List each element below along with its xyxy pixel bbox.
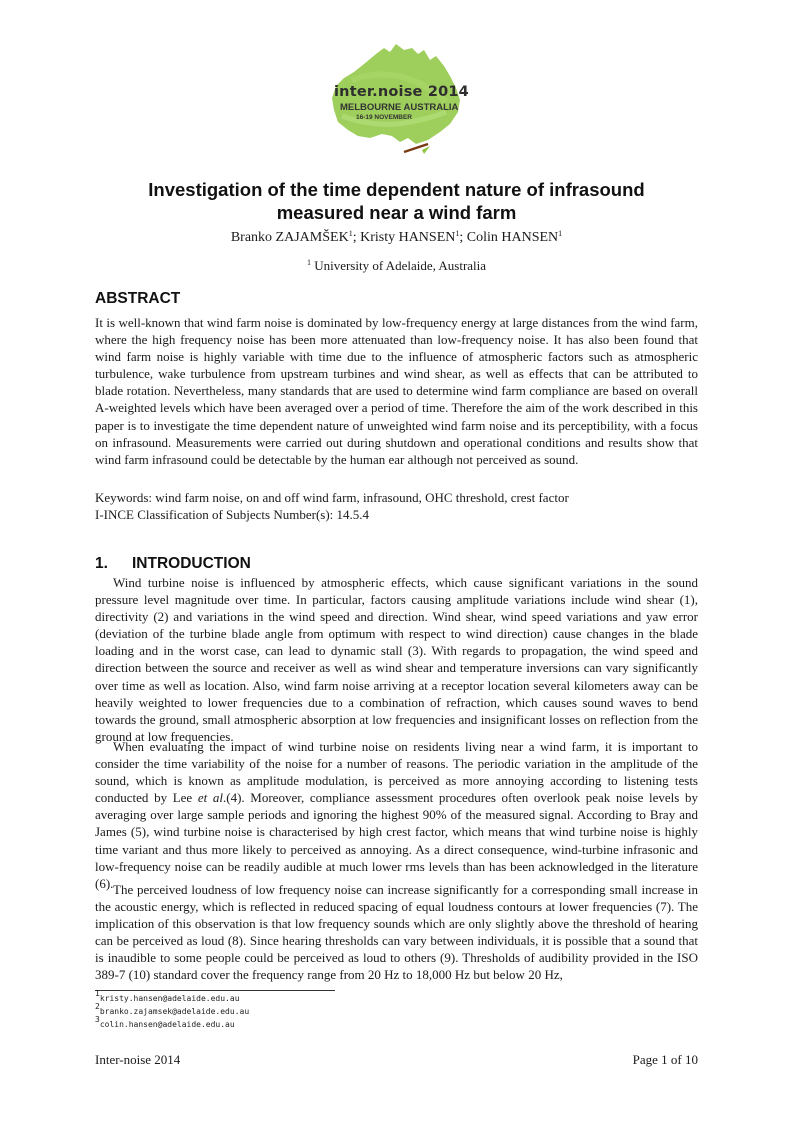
- footnote-text: kristy.hansen@adelaide.edu.au: [99, 994, 240, 1003]
- footer-page-number: Page 1 of 10: [632, 1052, 698, 1067]
- intro-paragraph-2-part-b: .(4). Moreover, compliance assessment procedures often overlook peak noise levels by averaging over large sample periods and ignoring the highest 90% of the measured signal. According to Bray and James (5), wind turbine noise is characterised by high crest factor, which means that wind turbine noise is highly time variant and thus more likely to perceived as annoying. As a direct consequence, wind-turbine infrasonic and low-frequency noise can be readily audible at much lower rms levels than has been acknowledged in the literature (6).: [95, 790, 698, 891]
- paper-title-line-2: measured near a wind farm: [276, 202, 517, 223]
- logo-title: inter.noise 2014: [334, 84, 469, 100]
- footnote-text: colin.hansen@adelaide.edu.au: [99, 1020, 235, 1029]
- abstract-text: It is well-known that wind farm noise is dominated by low-frequency energy at large distances from the wind farm, where the high frequency noise has been more attenuated than low-frequency noise. It has also been found that wind farm noise is highly variable with time due to the influence of atmospheric factors such as atmospheric turbulence, wake turbulence from upstream turbines and wind shear, as well as effects that can be attributed to blade rotation. Nevertheless, many standards that are used to determine wind farm compliance are based on overall A-weighted levels which have been averaged over a period of time. Therefore the aim of the work described in this paper is to investigate the time dependent nature of unweighted wind farm noise and its perceptibility, with a focus on infrasound. Measurements were carried out during shutdown and operational conditions and results show that wind farm infrasound could be detectable by the human ear although not perceived as sound.: [95, 315, 698, 467]
- footnote-email: [95, 1002, 250, 1017]
- author-name: Kristy HANSEN: [360, 230, 456, 245]
- conference-logo: [318, 40, 478, 170]
- intro-paragraph-3: The perceived loudness of low frequency noise can increase significantly for a corresponding small increase in the acoustic energy, which is reflected in reduced spacing of equal loudness contours at lower frequencies (7). The implication of this observation is that low frequency sounds which are only slightly above the threshold of hearing can be perceived as loud (8). Since hearing thresholds can vary between individuals, it is possible that a sound that is inaudible to some people could be perceived as loud to others (9). Thresholds of audibility provided in the ISO 389-7 (10) standard cover the frequency range from 20 Hz to 18,000 Hz but below 20 Hz,: [95, 882, 698, 983]
- author-name: Colin HANSEN: [466, 230, 559, 245]
- footnote-email: [95, 989, 240, 1004]
- intro-paragraph-2: [95, 738, 698, 892]
- author-name: Branko ZAJAMŠEK: [230, 230, 349, 245]
- section-heading-introduction: [95, 555, 251, 573]
- author-separator: ;: [459, 230, 467, 245]
- footnote-text: branko.zajamsek@adelaide.edu.au: [99, 1007, 250, 1016]
- footnote-mark: 3: [95, 1015, 100, 1024]
- footnote-divider: [95, 990, 335, 991]
- intro-paragraph-2-emphasis: et al: [197, 790, 223, 806]
- classification: I-INCE Classification of Subjects Number(s): 14.5.4: [95, 507, 370, 522]
- footnote-mark: 1: [95, 989, 100, 998]
- author-separator: ;: [352, 230, 361, 245]
- footnote-mark: 2: [95, 1002, 100, 1011]
- affiliation-text: University of Adelaide, Australia: [310, 258, 487, 273]
- footnote-email: [95, 1015, 235, 1030]
- affiliation-mark: 1: [306, 258, 311, 267]
- author-affiliation-mark: 1: [455, 229, 460, 238]
- intro-paragraph-2-part-a: When evaluating the impact of wind turbine noise on residents living near a wind farm, it is important to consider the time variability of the noise for a number of reasons. The periodic variation in the amplitude of the sound, which is known as amplitude modulation, is perceived as more annoying according to listening tests conducted by Lee: [95, 739, 698, 806]
- logo-location: MELBOURNE AUSTRALIA: [340, 102, 459, 113]
- keywords: Keywords: wind farm noise, on and off wind farm, infrasound, OHC threshold, crest factor: [95, 490, 569, 505]
- paper-title-line-1: Investigation of the time dependent nature of infrasound: [148, 179, 645, 200]
- footer-conference: Inter-noise 2014: [95, 1052, 181, 1067]
- author-list: [95, 229, 698, 247]
- section-title: INTRODUCTION: [132, 555, 251, 572]
- author-affiliation-mark: 1: [558, 229, 563, 238]
- logo-dates: 16-19 NOVEMBER: [356, 114, 412, 121]
- section-number: 1.: [95, 555, 108, 572]
- abstract-heading: ABSTRACT: [95, 290, 181, 307]
- affiliation: [95, 257, 698, 275]
- intro-paragraph-1: Wind turbine noise is influenced by atmospheric effects, which cause significant variations in the sound pressure level magnitude over time. In particular, factors causing amplitude variations include wind shear (1), directivity (2) and variations in the wind speed and direction. Wind shear, wind speed variations and yaw error (deviation of the turbine blade angle from optimum with respect to wind direction) cause changes in the blade loading and in the worst case, can lead to dynamic stall (3). With regards to propagation, the wind speed and direction between the source and receiver as well as wind shear and temperature inversions can vary significantly over time as well as location. Also, wind farm noise arriving at a receptor location several kilometers away can be heavily weighted to lower frequencies due to a combination of refraction, which causes sound waves to bend towards the ground, small atmospheric absorption at low frequencies and insignificant losses on reflection from the ground at low frequencies.: [95, 575, 698, 744]
- author-affiliation-mark: 1: [348, 229, 353, 238]
